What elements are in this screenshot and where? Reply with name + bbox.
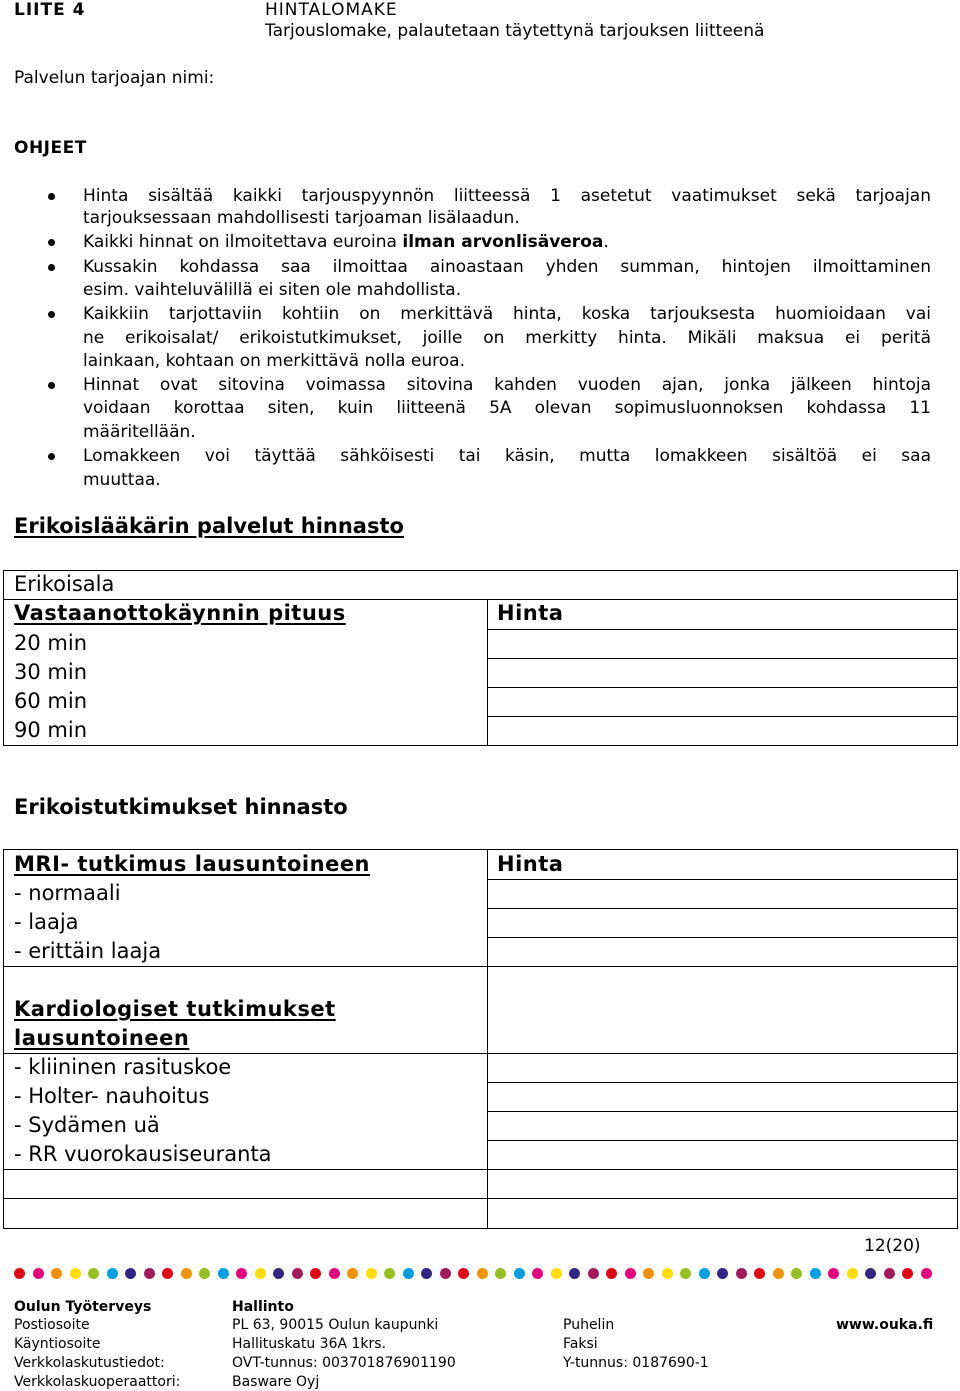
duration-header: Vastaanottokäynnin pituus bbox=[14, 601, 346, 625]
bullet-icon bbox=[48, 453, 55, 460]
decorative-dot bbox=[292, 1268, 303, 1279]
row-divider bbox=[4, 966, 957, 967]
bullet-icon bbox=[48, 311, 55, 318]
decorative-dot bbox=[865, 1268, 876, 1279]
decorative-dot bbox=[107, 1268, 118, 1279]
footer-operator-value: Basware Oyj bbox=[232, 1374, 320, 1390]
decorative-dot bbox=[662, 1268, 673, 1279]
decorative-dot bbox=[532, 1268, 543, 1279]
footer-visit-label: Käyntiosoite bbox=[14, 1336, 101, 1352]
decorative-dot bbox=[14, 1268, 25, 1279]
decorative-dot bbox=[588, 1268, 599, 1279]
mri-header: MRI- tutkimus lausuntoineen bbox=[14, 852, 371, 876]
decorative-dot bbox=[310, 1268, 321, 1279]
instruction-line: Lomakkeen voi täyttää sähköisesti tai käsin, mutta lomakkeen sisältöä ei saa bbox=[83, 446, 931, 466]
list-item-continuation bbox=[0, 420, 960, 444]
decorative-dot bbox=[495, 1268, 506, 1279]
decorative-dot bbox=[273, 1268, 284, 1279]
price-header: Hinta bbox=[497, 852, 564, 876]
decorative-dot bbox=[551, 1268, 562, 1279]
decorative-dot bbox=[606, 1268, 617, 1279]
decorative-dot bbox=[218, 1268, 229, 1279]
decorative-dot bbox=[773, 1268, 784, 1279]
instruction-line: ne erikoisalat/ erikoistutkimukset, joille on merkitty hinta. Mikäli maksua ei peritä bbox=[83, 328, 931, 348]
footer-org: Oulun Työterveys bbox=[14, 1299, 152, 1315]
decorative-dot bbox=[384, 1268, 395, 1279]
decorative-dot bbox=[699, 1268, 710, 1279]
list-item-continuation bbox=[0, 468, 960, 492]
form-subtitle: Tarjouslomake, palautetaan täytettynä tarjouksen liitteenä bbox=[265, 21, 765, 41]
page-number: 12(20) bbox=[864, 1236, 921, 1256]
price-input-mri-normal[interactable] bbox=[490, 880, 955, 906]
decorative-dot bbox=[403, 1268, 414, 1279]
cardio-header-continuation: lausuntoineen bbox=[14, 1026, 190, 1050]
list-item bbox=[0, 230, 960, 254]
attachment-label: LIITE 4 bbox=[14, 0, 86, 20]
price-input-30min[interactable] bbox=[490, 659, 955, 685]
decorative-dot bbox=[884, 1268, 895, 1279]
decorative-dot bbox=[902, 1268, 913, 1279]
bullet-icon bbox=[48, 239, 55, 246]
price-input-60min[interactable] bbox=[490, 688, 955, 714]
decorative-dot bbox=[125, 1268, 136, 1279]
decorative-dot bbox=[717, 1268, 728, 1279]
decorative-dot bbox=[477, 1268, 488, 1279]
form-title: HINTALOMAKE bbox=[265, 0, 398, 20]
duration-row: 90 min bbox=[14, 718, 87, 742]
price-input-mri-extensive[interactable] bbox=[490, 909, 955, 935]
decorative-dot bbox=[458, 1268, 469, 1279]
instruction-line: tarjouksessaan mahdollisesti tarjoaman lisälaadun. bbox=[83, 208, 520, 228]
price-header: Hinta bbox=[497, 601, 564, 625]
special-exams-section-title: Erikoistutkimukset hinnasto bbox=[14, 795, 348, 819]
cardio-row: - Sydämen uä bbox=[14, 1113, 160, 1137]
row-divider bbox=[4, 1198, 957, 1199]
footer-postal-label: Postiosoite bbox=[14, 1317, 90, 1333]
decorative-dot bbox=[847, 1268, 858, 1279]
footer-fax-label: Faksi bbox=[563, 1336, 598, 1352]
footer-einvoice-label: Verkkolaskutustiedot: bbox=[14, 1355, 165, 1371]
decorative-dot bbox=[421, 1268, 432, 1279]
list-item bbox=[0, 373, 960, 397]
decorative-dot bbox=[921, 1268, 932, 1279]
list-item-continuation bbox=[0, 326, 960, 350]
duration-row: 20 min bbox=[14, 631, 87, 655]
decorative-dot bbox=[70, 1268, 81, 1279]
decorative-dot bbox=[754, 1268, 765, 1279]
column-divider bbox=[487, 850, 488, 1228]
instruction-line: Kussakin kohdassa saa ilmoittaa ainoastaan yhden summan, hintojen ilmoittaminen bbox=[83, 257, 931, 277]
row-divider bbox=[4, 599, 957, 600]
footer-business-id: Y-tunnus: 0187690-1 bbox=[563, 1355, 709, 1371]
list-item-continuation bbox=[0, 278, 960, 302]
decorative-dot bbox=[680, 1268, 691, 1279]
instruction-line: voidaan korottaa siten, kuin liitteenä 5A olevan sopimusluonnoksen kohdassa 11 bbox=[83, 398, 931, 418]
decorative-dot bbox=[88, 1268, 99, 1279]
cardio-row: - RR vuorokausiseuranta bbox=[14, 1142, 272, 1166]
list-item-continuation bbox=[0, 396, 960, 420]
decorative-dot bbox=[736, 1268, 747, 1279]
decorative-dot bbox=[329, 1268, 340, 1279]
decorative-dot bbox=[643, 1268, 654, 1279]
duration-row: 30 min bbox=[14, 660, 87, 684]
decorative-dot bbox=[33, 1268, 44, 1279]
row-divider bbox=[4, 1169, 957, 1170]
cardio-row: - Holter- nauhoitus bbox=[14, 1084, 210, 1108]
instruction-line: lainkaan, kohtaan on merkittävä nolla euroa. bbox=[83, 351, 465, 371]
price-input-stress-test[interactable] bbox=[490, 1054, 955, 1080]
list-item bbox=[0, 444, 960, 468]
column-divider bbox=[487, 599, 488, 745]
price-input-cardiac-echo[interactable] bbox=[490, 1112, 955, 1138]
decorative-dot bbox=[199, 1268, 210, 1279]
provider-name-label: Palvelun tarjoajan nimi: bbox=[14, 68, 215, 88]
price-input-mri-very-extensive[interactable] bbox=[490, 938, 955, 964]
cardio-row: - kliininen rasituskoe bbox=[14, 1055, 232, 1079]
decorative-dot bbox=[347, 1268, 358, 1279]
cardio-header: Kardiologiset tutkimukset bbox=[14, 997, 336, 1021]
list-item-continuation bbox=[0, 206, 960, 230]
bullet-icon bbox=[48, 193, 55, 200]
decorative-dot bbox=[255, 1268, 266, 1279]
bullet-icon bbox=[48, 264, 55, 271]
decorative-dot bbox=[810, 1268, 821, 1279]
footer-phone-label: Puhelin bbox=[563, 1317, 615, 1333]
instructions-heading: OHJEET bbox=[14, 138, 87, 158]
list-item-continuation bbox=[0, 349, 960, 373]
decorative-dot bbox=[144, 1268, 155, 1279]
field-label: Erikoisala bbox=[14, 572, 115, 596]
decorative-dot-row bbox=[14, 1268, 950, 1280]
list-item bbox=[0, 302, 960, 326]
footer-admin: Hallinto bbox=[232, 1299, 294, 1315]
decorative-dot bbox=[791, 1268, 802, 1279]
footer-visit-value: Hallituskatu 36A 1krs. bbox=[232, 1336, 387, 1352]
list-item bbox=[0, 255, 960, 279]
price-input-rr-monitoring[interactable] bbox=[490, 1141, 955, 1167]
instruction-line: määritellään. bbox=[83, 422, 196, 442]
decorative-dot bbox=[366, 1268, 377, 1279]
footer-operator-label: Verkkolaskuoperaattori: bbox=[14, 1374, 181, 1390]
mri-row: - laaja bbox=[14, 910, 79, 934]
instruction-line: muuttaa. bbox=[83, 470, 161, 490]
price-input-holter[interactable] bbox=[490, 1083, 955, 1109]
instruction-line: Hinta sisältää kaikki tarjouspyynnön liitteessä 1 asetetut vaatimukset sekä tarjoajan bbox=[83, 186, 931, 206]
price-input-90min[interactable] bbox=[490, 717, 955, 743]
decorative-dot bbox=[181, 1268, 192, 1279]
instruction-line: Kaikkiin tarjottaviin kohtiin on merkittävä hinta, koska tarjouksesta huomioidaan vai bbox=[83, 304, 931, 324]
decorative-dot bbox=[828, 1268, 839, 1279]
duration-row: 60 min bbox=[14, 689, 87, 713]
decorative-dot bbox=[162, 1268, 173, 1279]
decorative-dot bbox=[569, 1268, 580, 1279]
footer-postal-value: PL 63, 90015 Oulun kaupunki bbox=[232, 1317, 439, 1333]
price-input-20min[interactable] bbox=[490, 630, 955, 656]
decorative-dot bbox=[514, 1268, 525, 1279]
instruction-line: Hinnat ovat sitovina voimassa sitovina kahden vuoden ajan, jonka jälkeen hintoja bbox=[83, 375, 931, 395]
instruction-line: Kaikki hinnat on ilmoitettava euroina ilman arvonlisäveroa. bbox=[83, 232, 609, 252]
specialist-section-title: Erikoislääkärin palvelut hinnasto bbox=[14, 514, 404, 538]
decorative-dot bbox=[236, 1268, 247, 1279]
list-item bbox=[0, 184, 960, 208]
instruction-line: esim. vaihteluvälillä ei siten ole mahdollista. bbox=[83, 280, 462, 300]
footer-website-link[interactable]: www.ouka.fi bbox=[836, 1317, 934, 1333]
decorative-dot bbox=[625, 1268, 636, 1279]
bullet-icon bbox=[48, 382, 55, 389]
decorative-dot bbox=[440, 1268, 451, 1279]
mri-row: - normaali bbox=[14, 881, 121, 905]
decorative-dot bbox=[51, 1268, 62, 1279]
footer-ovt: OVT-tunnus: 003701876901190 bbox=[232, 1355, 456, 1371]
mri-row: - erittäin laaja bbox=[14, 939, 162, 963]
